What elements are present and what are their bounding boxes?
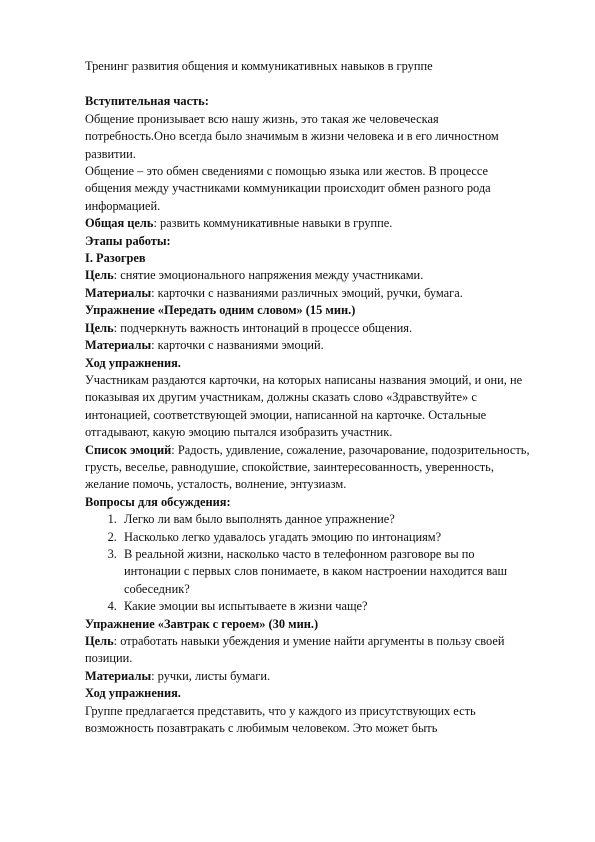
exercise1-questions-heading bbox=[85, 494, 530, 511]
exercise2-progress-heading-text: Ход упражнения. bbox=[85, 686, 181, 701]
exercise1-progress-text: Участникам раздаются карточки, на которых написаны названия эмоций, и они, не показывая их другим участникам, должны сказать слово «Здравствуйте» с интонацией, соответствующей эмоции, написанной на карточке. Остальные отгадывают, какую эмоцию пытался изобразить участник. bbox=[85, 372, 523, 440]
exercise1-goal-label: Цель bbox=[85, 320, 114, 335]
exercise1-materials-label: Материалы bbox=[85, 338, 152, 353]
exercise1-emotions bbox=[85, 442, 530, 494]
list-item: 1. Легко ли вам было выполнять данное упражнение? bbox=[120, 511, 530, 528]
exercise2-heading-text: Упражнение «Завтрак с героем» (30 мин.) bbox=[85, 616, 319, 631]
general-goal-text: : развить коммуникативные навыки в группе. bbox=[153, 216, 393, 231]
stages-heading-text: Этапы работы: bbox=[85, 233, 171, 248]
general-goal bbox=[85, 215, 530, 232]
exercise2-materials-label: Материалы bbox=[85, 668, 152, 683]
exercise1-heading bbox=[85, 302, 530, 319]
exercise1-materials bbox=[85, 337, 530, 354]
exercise1-progress-heading bbox=[85, 355, 530, 372]
stage1-materials-text: : карточки с названиями различных эмоций, ручки, бумага. bbox=[151, 285, 463, 300]
document-title: Тренинг развития общения и коммуникативных навыков в группе bbox=[85, 59, 433, 73]
stage1-goal-label: Цель bbox=[85, 268, 114, 283]
list-item: 2. Насколько легко удавалось угадать эмоцию по интонациям? bbox=[120, 529, 530, 546]
stage1-materials-label: Материалы bbox=[85, 285, 152, 300]
list-item: 4. Какие эмоции вы испытываете в жизни чаще? bbox=[120, 598, 530, 615]
intro-paragraph-2: Общение – это обмен сведениями с помощью языка или жестов. В процессе общения между участниками коммуникации происходит обмен разного рода информацией. bbox=[85, 164, 491, 213]
stage1-heading bbox=[85, 250, 530, 267]
intro-paragraph-1: Общение пронизывает всю нашу жизнь, это такая же человеческая потребность.Оно всегда было значимым в жизни человека и в его личностном развитии. bbox=[85, 111, 499, 161]
stage1-goal bbox=[85, 267, 530, 284]
exercise1-heading-text: Упражнение «Передать одним словом» (15 мин.) bbox=[85, 303, 356, 318]
exercise1-emotions-text: : Радость, удивление, сожаление, разочарование, подозрительность, грусть, веселье, равнодушие, спокойствие, заинтересованность, уверенность, желание помочь, усталость, волнение, энтузиазм. bbox=[85, 442, 530, 492]
intro-heading bbox=[85, 93, 530, 110]
exercise1-progress-heading-text: Ход упражнения. bbox=[85, 355, 181, 370]
exercise1-emotions-label: Список эмоций bbox=[85, 442, 172, 457]
exercise2-materials bbox=[85, 668, 530, 685]
exercise1-questions-heading-text: Вопросы для обсуждения: bbox=[85, 494, 231, 509]
exercise2-goal-label: Цель bbox=[85, 634, 114, 648]
exercise2-progress-heading bbox=[85, 685, 530, 702]
stage1-goal-text: : снятие эмоционального напряжения между участниками. bbox=[113, 268, 424, 283]
list-item: 3. В реальной жизни, насколько часто в телефонном разговоре вы по интонации с первых слов понимаете, в каком настроении находится ваш собеседник? bbox=[120, 546, 530, 598]
intro-heading-text: Вступительная часть: bbox=[85, 94, 209, 109]
general-goal-label: Общая цель bbox=[85, 216, 154, 231]
exercise2-goal bbox=[85, 633, 530, 668]
exercise2-progress-text: Группе предлагается представить, что у каждого из присутствующих есть возможность позавтракать с любимым человеком. Это может быть bbox=[85, 703, 476, 736]
document-page bbox=[85, 58, 530, 737]
exercise2-heading bbox=[85, 616, 530, 633]
exercise2-materials-text: : ручки, листы бумаги. bbox=[151, 668, 271, 683]
stage1-materials bbox=[85, 285, 530, 302]
exercise1-questions-list bbox=[85, 511, 530, 615]
exercise2-goal-text: : отработать навыки убеждения и умение найти аргументы в пользу своей позиции. bbox=[85, 634, 505, 666]
stage1-heading-text: I. Разогрев bbox=[85, 251, 146, 266]
exercise1-goal-text: : подчеркнуть важность интонаций в процессе общения. bbox=[113, 320, 413, 335]
exercise1-goal bbox=[85, 320, 530, 337]
stages-heading bbox=[85, 233, 530, 250]
exercise1-materials-text: : карточки с названиями эмоций. bbox=[151, 338, 324, 353]
